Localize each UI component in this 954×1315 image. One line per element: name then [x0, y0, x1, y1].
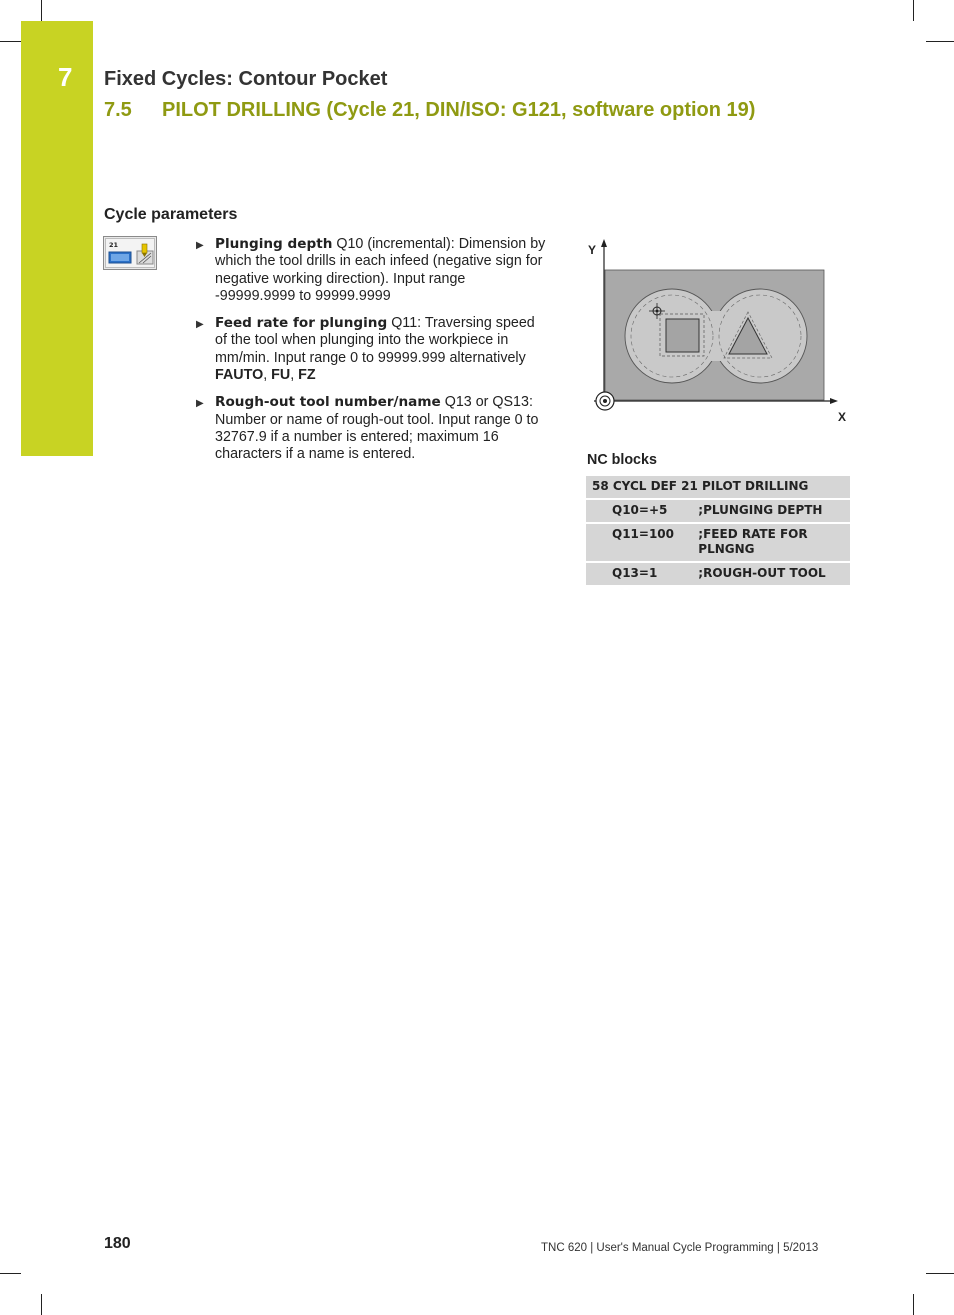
crop-mark: [926, 1273, 954, 1274]
triangle-bullet-icon: ▶: [196, 398, 204, 410]
pilot-drilling-figure: [586, 236, 852, 426]
chapter-number: 7: [58, 62, 73, 92]
option-fz: FZ: [298, 367, 316, 384]
table-row: [586, 499, 850, 523]
nc-header: 58 CYCL DEF 21 PILOT DRILLING: [586, 476, 850, 499]
param-name: Rough-out tool number/name: [215, 394, 441, 411]
nc-param: Q13=1: [586, 562, 694, 586]
crop-mark: [913, 1294, 914, 1315]
nc-comment: ;FEED RATE FOR PLNGNG: [694, 523, 850, 562]
nc-comment: ;ROUGH-OUT TOOL: [694, 562, 850, 586]
triangle-bullet-icon: ▶: [196, 240, 204, 251]
nc-blocks-heading: NC blocks: [587, 452, 657, 468]
param-text: Q11: Traversing speed of the tool when plunging into the workpiece in mm/min. Input range 0 to 99999.999 alternatively: [215, 315, 535, 366]
section-number: 7.5: [104, 99, 132, 121]
param-feed-rate-for-plunging: ▶ Feed rate for plunging Q11: Traversing speed of the tool when plunging into the workpiece in mm/min. Input range 0 to 99999.999 alternatively FAUTO, FU, FZ: [196, 315, 535, 384]
nc-param: Q11=100: [586, 523, 694, 562]
table-row: [586, 476, 850, 499]
nc-comment: ;PLUNGING DEPTH: [694, 499, 850, 523]
section-title: PILOT DRILLING (Cycle 21, DIN/ISO: G121, software option 19): [162, 99, 756, 121]
page-number: 180: [104, 1235, 131, 1252]
param-text: Q10 (incremental): Dimension by which the tool drills in each infeed (negative sign for negative working direction). Input range -99999.9999 to 99999.9999: [215, 236, 546, 304]
softkey-label: 21: [109, 241, 119, 249]
chapter-tab: [21, 21, 93, 456]
pilot-drilling-softkey-icon: [103, 236, 157, 270]
crop-mark: [41, 1294, 42, 1315]
triangle-bullet-icon: ▶: [196, 319, 204, 331]
chapter-title: Fixed Cycles: Contour Pocket: [104, 68, 388, 90]
crop-mark: [41, 0, 42, 21]
option-fauto: FAUTO: [215, 367, 264, 384]
param-name: Plunging depth: [215, 236, 333, 252]
footer-text: TNC 620 | User's Manual Cycle Programming | 5/2013: [541, 1242, 819, 1254]
nc-blocks-table: [586, 476, 850, 587]
option-fu: FU: [271, 367, 291, 384]
param-name: Feed rate for plunging: [215, 315, 388, 332]
crop-mark: [913, 0, 914, 21]
nc-param: Q10=+5: [586, 499, 694, 523]
y-axis-label: Y: [588, 243, 597, 257]
crop-mark: [0, 41, 21, 42]
x-axis-label: X: [838, 410, 847, 424]
table-row: [586, 562, 850, 586]
param-text: Q13 or QS13: Number or name of rough-out tool. Input range 0 to 32767.9 if a number is entered; maximum 16 characters if a name is entered.: [215, 394, 539, 463]
parameter-list: [196, 236, 546, 474]
param-rough-out-tool: [196, 394, 546, 463]
cycle-parameters-heading: Cycle parameters: [104, 206, 238, 223]
table-row: [586, 523, 850, 562]
crop-mark: [926, 41, 954, 42]
crop-mark: [0, 1273, 21, 1274]
param-plunging-depth: [196, 236, 546, 305]
